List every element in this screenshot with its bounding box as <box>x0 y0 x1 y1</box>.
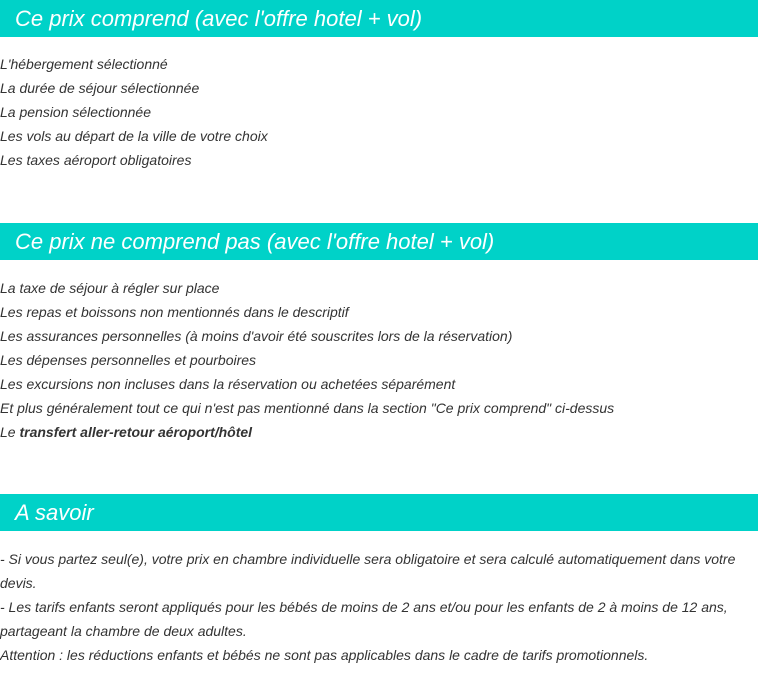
section-title-good-to-know: A savoir <box>0 494 758 531</box>
section-title-included: Ce prix comprend (avec l'offre hotel + vol) <box>0 0 758 37</box>
good-to-know-text <box>0 547 758 667</box>
section-title-not-included: Ce prix ne comprend pas (avec l'offre hotel + vol) <box>0 223 758 260</box>
not-included-list <box>0 276 758 444</box>
list-item: Les dépenses personnelles et pourboires <box>0 352 257 368</box>
list-item: Les taxes aéroport obligatoires <box>0 152 192 168</box>
list-item: La pension sélectionnée <box>0 104 152 120</box>
transfer-prefix: Le <box>0 424 20 440</box>
list-item: La taxe de séjour à régler sur place <box>0 280 220 296</box>
section-not-included <box>0 223 758 444</box>
transfer-bold-text: transfert aller-retour aéroport/hôtel <box>19 424 253 440</box>
list-item: Et plus généralement tout ce qui n'est pas mentionné dans la section "Ce prix comprend" ci-dessus <box>0 400 615 416</box>
list-item: Les vols au départ de la ville de votre choix <box>0 128 268 144</box>
included-list <box>0 52 758 172</box>
list-item: Les excursions non incluses dans la réservation ou achetées séparément <box>0 376 456 392</box>
paragraph-single-traveler: - Si vous partez seul(e), votre prix en chambre individuelle sera obligatoire et sera calculé automatiquement dans votre devis. <box>0 551 736 591</box>
list-item: L'hébergement sélectionné <box>0 56 168 72</box>
list-item: Les repas et boissons non mentionnés dans le descriptif <box>0 304 349 320</box>
section-included <box>0 0 758 172</box>
paragraph-attention: Attention : les réductions enfants et bébés ne sont pas applicables dans le cadre de tarifs promotionnels. <box>0 647 649 663</box>
list-item: La durée de séjour sélectionnée <box>0 80 200 96</box>
section-good-to-know <box>0 494 758 667</box>
list-item: Les assurances personnelles (à moins d'avoir été souscrites lors de la réservation) <box>0 328 513 344</box>
list-item-transfer <box>0 420 758 444</box>
paragraph-child-rates: - Les tarifs enfants seront appliqués pour les bébés de moins de 2 ans et/ou pour les enfants de 2 à moins de 12 ans, partageant la chambre de deux adultes. <box>0 599 728 639</box>
